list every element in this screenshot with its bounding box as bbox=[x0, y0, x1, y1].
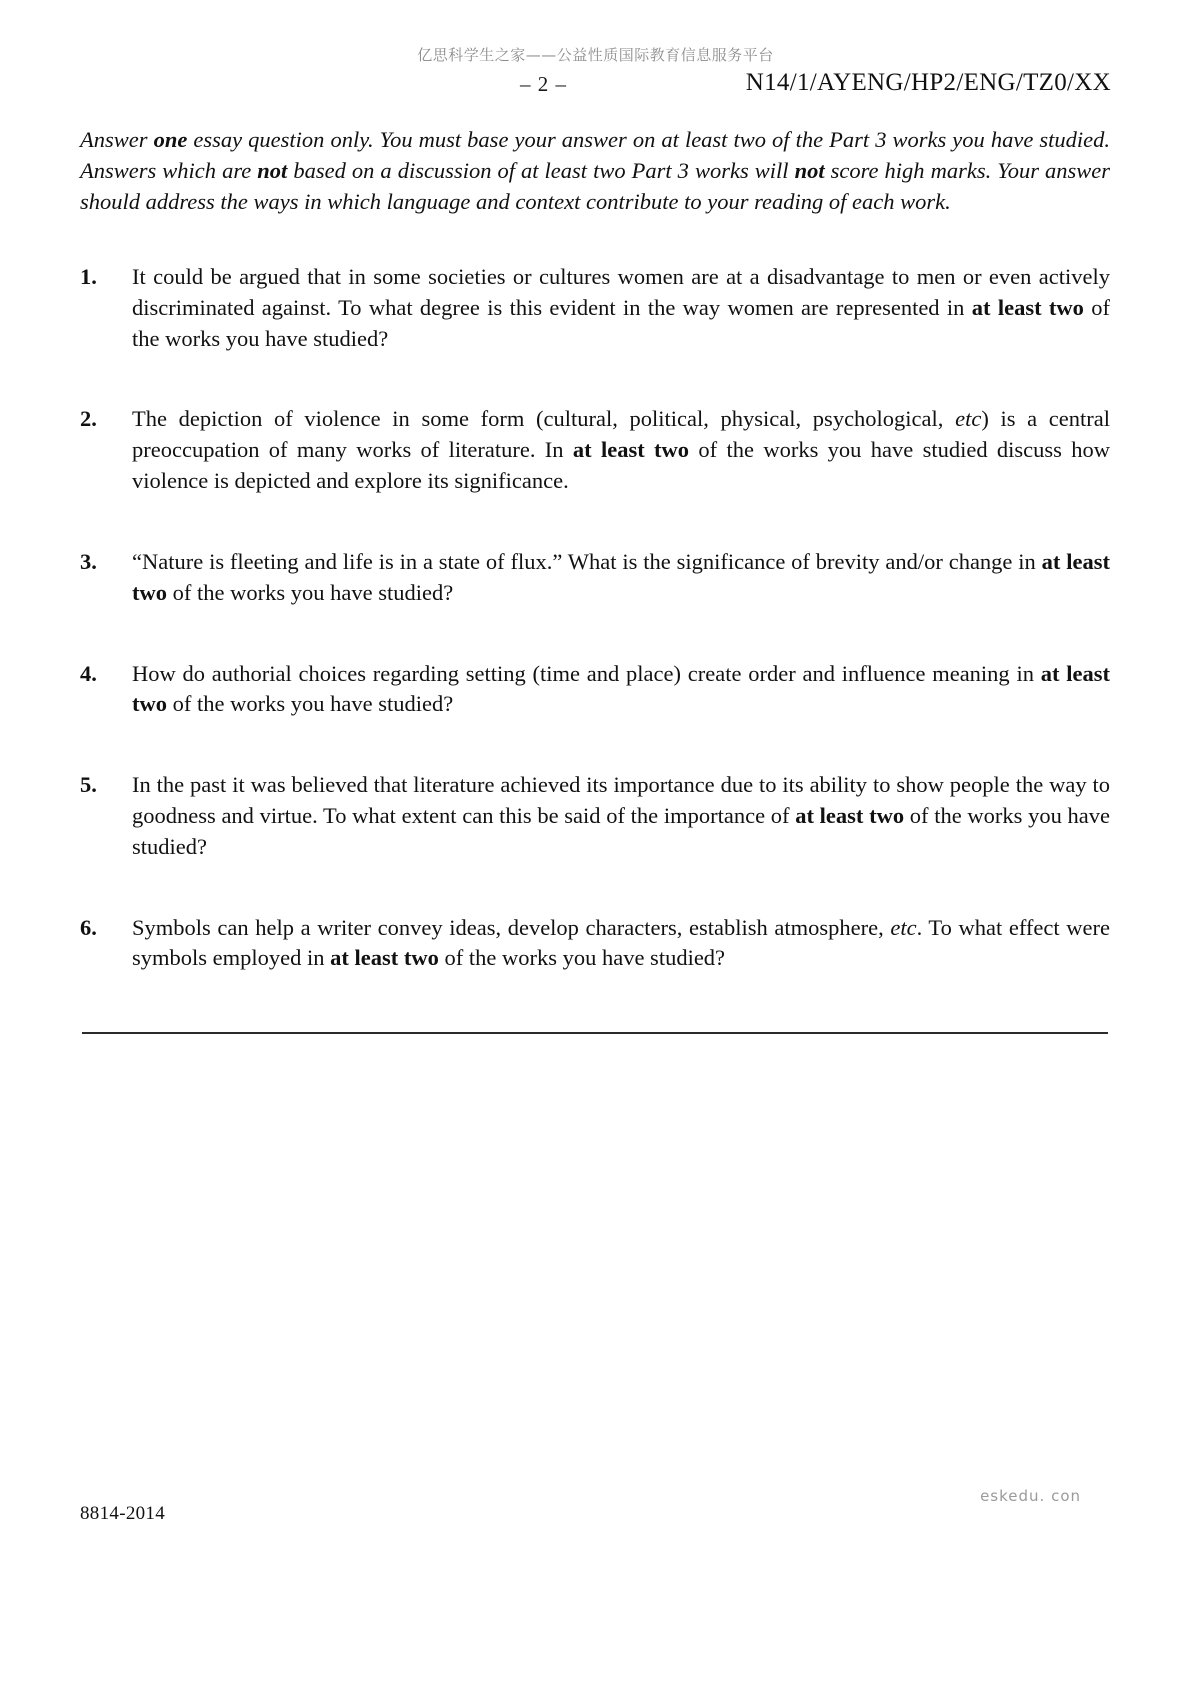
question-text-segment: etc bbox=[955, 406, 982, 432]
question-text bbox=[132, 406, 1110, 493]
question-item bbox=[80, 547, 1110, 609]
question-number: 1. bbox=[80, 264, 97, 289]
footer-site-watermark: eskedu. con bbox=[980, 1487, 1081, 1505]
question-item bbox=[80, 659, 1110, 721]
instructions-part-2: essay question only. You must base your answer on at least two of the Part 3 works you have studied. Answers which are bbox=[80, 127, 1110, 183]
question-text bbox=[132, 661, 1110, 717]
question-text-segment: of the works you have studied discuss how violence is depicted and explore its significance. bbox=[132, 437, 1111, 494]
instructions-part-3: based on a discussion of at least two Part 3 works will bbox=[287, 157, 795, 183]
question-text-segment: ) is a central preoccupation of many works of literature. In bbox=[132, 406, 1110, 463]
question-item bbox=[80, 770, 1110, 862]
question-text-segment: at least two bbox=[971, 294, 1084, 320]
question-text-segment: . To what effect were symbols employed in bbox=[132, 914, 1110, 971]
question-number: 3. bbox=[80, 548, 97, 574]
question-text-segment: Symbols can help a writer convey ideas, develop characters, establish atmosphere, bbox=[132, 914, 891, 940]
instructions-part-4: score high marks. Your answer should address the ways in which language and context contribute to your reading of each work. bbox=[80, 157, 1110, 214]
instructions-bold-one: one bbox=[153, 127, 188, 152]
question-text-segment: How do authorial choices regarding setting (time and place) create order and influence meaning in bbox=[132, 660, 1041, 686]
question-text bbox=[132, 264, 1110, 351]
question-text-segment: of the works you have studied? bbox=[132, 294, 1110, 351]
question-text-segment: at least two bbox=[572, 437, 690, 463]
page-number: – 2 – bbox=[520, 72, 567, 96]
footer-document-code: 8814-2014 bbox=[80, 1503, 166, 1524]
question-text-segment: It could be argued that in some societies or cultures women are at a disadvantage to men or even actively discriminated against. To what degree is this evident in the way women are represented in bbox=[132, 264, 1110, 320]
instructions-bold-not-1: not bbox=[257, 157, 288, 183]
question-text bbox=[132, 915, 1110, 971]
question-list bbox=[80, 262, 1110, 1024]
question-text-segment: of the works you have studied? bbox=[438, 945, 726, 971]
question-text-segment: at least two bbox=[330, 945, 439, 971]
instructions-part-1: Answer bbox=[80, 127, 154, 152]
question-number: 5. bbox=[80, 772, 97, 798]
question-text-segment: The depiction of violence in some form (cultural, political, physical, psychological, bbox=[132, 406, 956, 432]
question-text bbox=[132, 549, 1110, 605]
question-text-segment: at least two bbox=[132, 660, 1110, 717]
page-header bbox=[80, 69, 1111, 104]
question-text-segment: at least two bbox=[795, 802, 905, 828]
instructions-paragraph bbox=[80, 125, 1110, 217]
watermark-text: 亿思科学生之家——公益性质国际教育信息服务平台 bbox=[417, 46, 774, 64]
question-text-segment: of the works you have studied? bbox=[167, 691, 454, 717]
document-code: N14/1/AYENG/HP2/ENG/TZ0/XX bbox=[745, 69, 1111, 96]
horizontal-rule bbox=[82, 1032, 1108, 1034]
instructions-bold-not-2: not bbox=[794, 157, 825, 183]
question-text-segment: of the works you have studied? bbox=[167, 579, 454, 605]
question-number: 4. bbox=[80, 660, 97, 686]
question-text bbox=[132, 772, 1110, 859]
question-text-segment: of the works you have studied? bbox=[132, 802, 1111, 859]
question-text-segment: at least two bbox=[132, 548, 1110, 605]
question-text-segment: etc bbox=[890, 914, 917, 940]
question-item bbox=[80, 262, 1110, 354]
question-item bbox=[80, 404, 1110, 496]
question-text-segment: “Nature is fleeting and life is in a state of flux.” What is the significance of brevity and/or change in bbox=[132, 548, 1042, 574]
question-text-segment: In the past it was believed that literature achieved its importance due to its ability to show people the way to goodness and virtue. To what extent can this be said of the importance of bbox=[132, 772, 1110, 828]
question-number: 6. bbox=[80, 914, 97, 940]
question-number: 2. bbox=[80, 406, 97, 432]
question-item bbox=[80, 913, 1110, 975]
